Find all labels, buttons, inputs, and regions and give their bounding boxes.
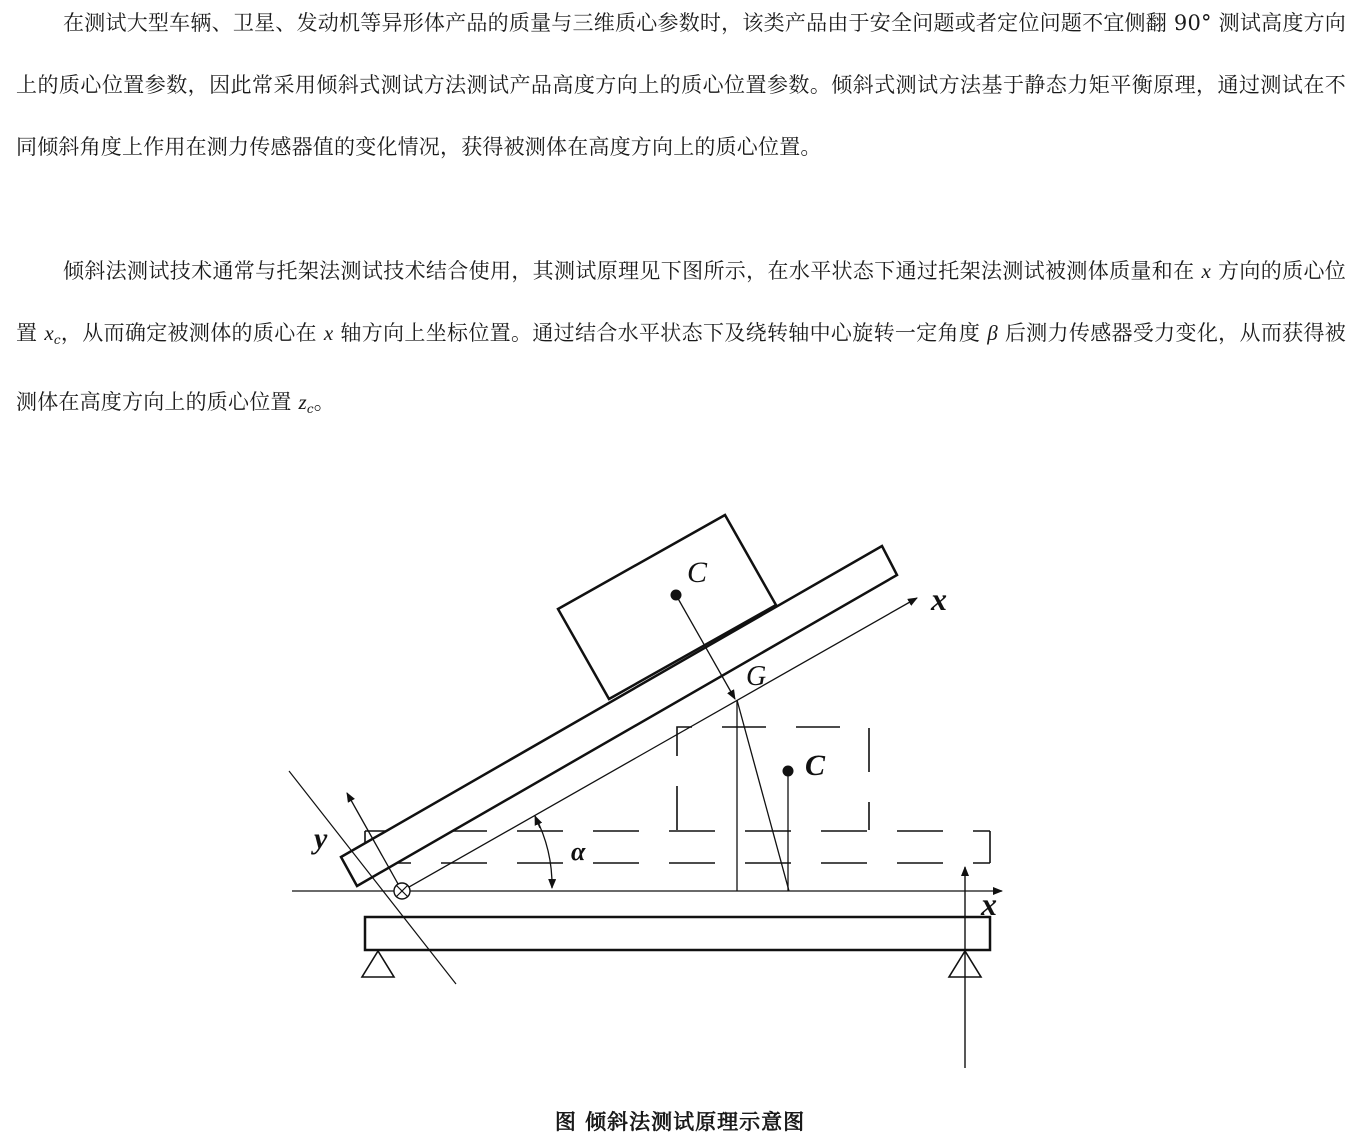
label-c-tilted: C (687, 556, 708, 589)
left-support-triangle (362, 951, 394, 977)
paragraph-intro-text: 在测试大型车辆、卫星、发动机等异形体产品的质量与三维质心参数时，该类产品由于安全问题或者定位问题不宜侧翻 90° 测试高度方向上的质心位置参数，因此常采用倾斜式测试方法测试产品高度方向上的质心位置参数。倾斜式测试方法基于静态力矩平衡原理，通过测试在不同倾斜角度上作用在测力传感器值的变化情况，获得被测体在高度方向上的质心位置。 (16, 11, 1346, 159)
level-body-dashed (677, 727, 869, 830)
figure-caption: 图 倾斜法测试原理示意图 (554, 1109, 806, 1134)
pivot-joint-icon (394, 883, 410, 899)
paragraph-intro (16, 0, 1346, 178)
label-x-horizontal: x (981, 886, 997, 922)
base-platform (365, 917, 990, 950)
paragraph-principle-part3: ，从而确定被测体的质心在 (60, 321, 324, 345)
paragraph-principle-part5: 后测力传感器受力变化，从而获得被测体在高度方向上的质心位置 (16, 321, 1347, 414)
angle-alpha-arc-start-arrow (535, 816, 540, 828)
subscript-c: c (306, 402, 314, 416)
subscript-c: c (53, 333, 61, 347)
paragraph-principle-part4: 轴方向上坐标位置。通过结合水平状态下及绕转轴中心旋转一定角度 (333, 321, 988, 345)
variable-x: x (1201, 259, 1212, 283)
label-y: y (314, 822, 328, 855)
label-g: G (746, 661, 767, 692)
paragraph-principle-part1: 倾斜法测试技术通常与托架法测试技术结合使用，其测试原理见下图所示，在水平状态下通过托架法测试被测体质量和在 (63, 259, 1202, 283)
variable-xc: x (44, 321, 54, 345)
label-x-tilted: x (931, 581, 947, 617)
paragraph-principle (16, 240, 1346, 440)
tilt-method-diagram (0, 500, 1360, 1100)
variable-beta: β (987, 321, 998, 345)
tilted-y-axis-line (289, 771, 456, 984)
paragraph-principle-part6: 。 (313, 390, 335, 414)
label-c-level: C (805, 749, 826, 782)
paragraph-principle-part2: 方向的质心位置 (16, 259, 1346, 345)
label-alpha: α (571, 837, 586, 866)
angle-alpha-arc (535, 816, 552, 888)
variable-x-axis: x (323, 321, 334, 345)
variable-zc: z (298, 390, 307, 414)
